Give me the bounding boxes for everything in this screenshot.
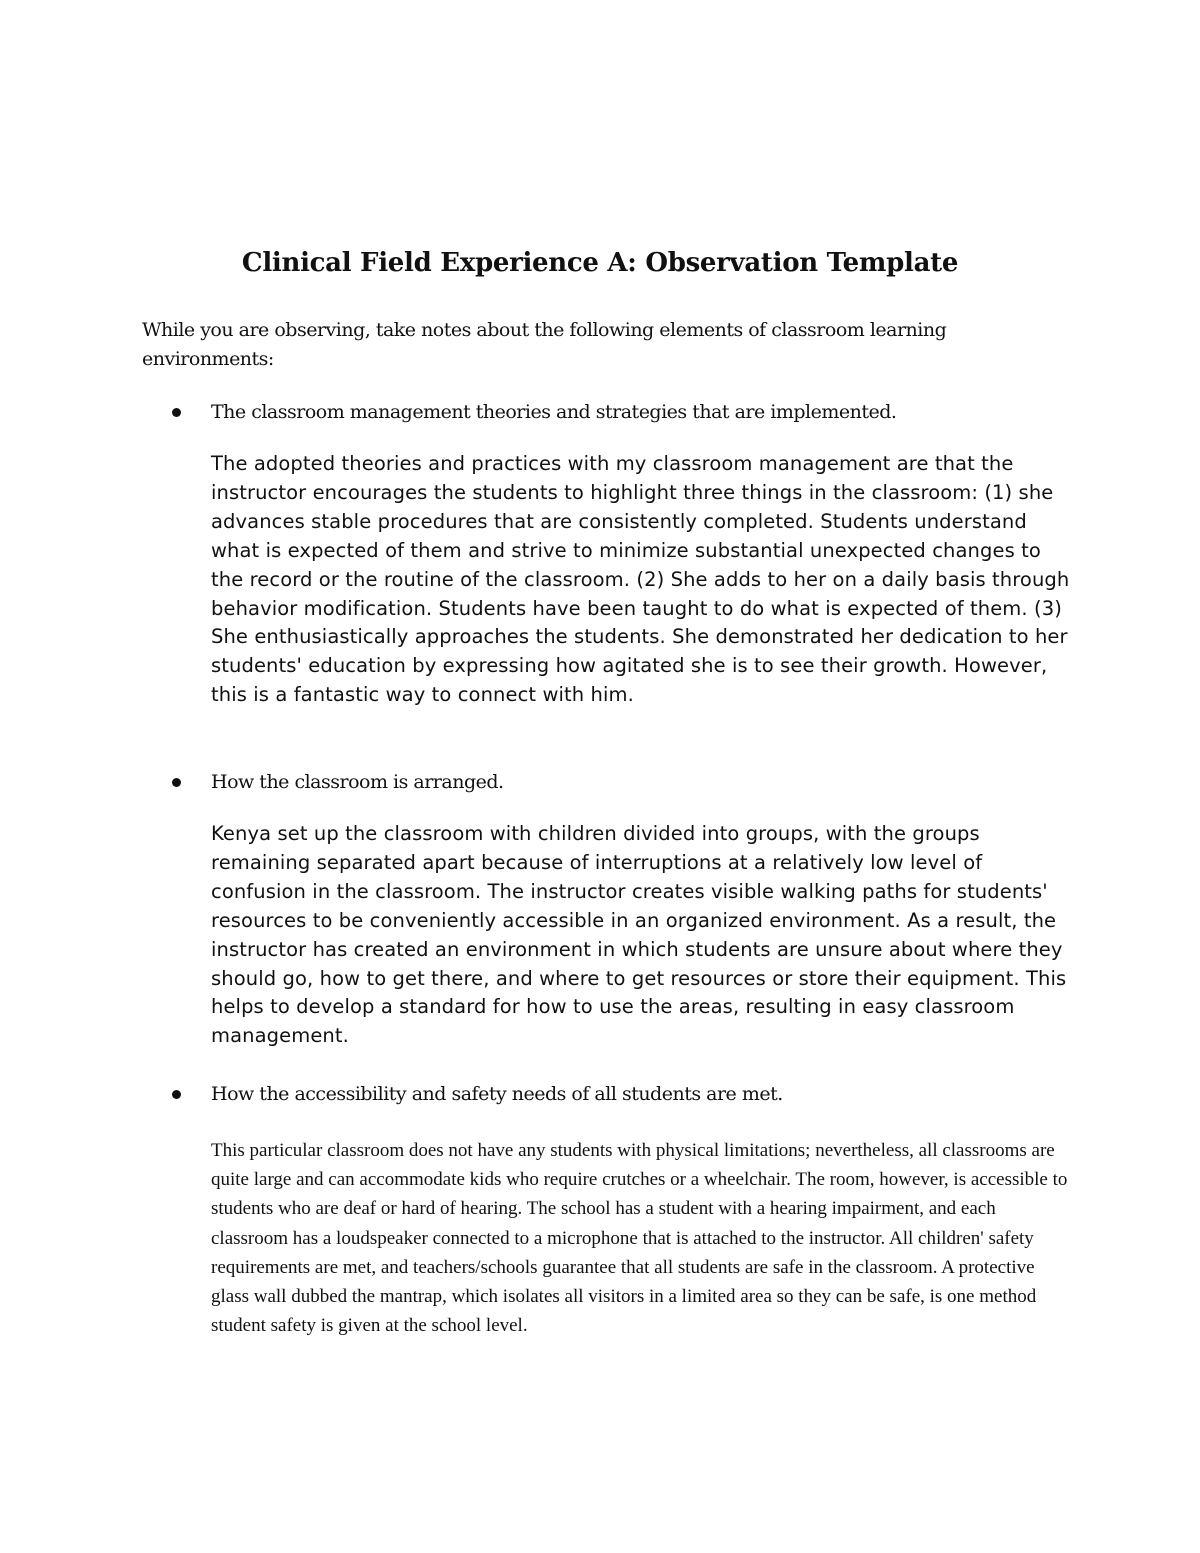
bullet-icon <box>172 1090 181 1099</box>
bullet-icon <box>172 408 181 417</box>
section-2-answer: Kenya set up the classroom with children divided into groups, with the groups remaining separated apart because of interruptions at a relatively low level of confusion in the classroom. The instructor creates visible walking paths for students' resources to be conveniently accessible in an organized environment. As a result, the instructor has created an environment in which students are unsure about where they should go, how to get there, and where to get resources or store their equipment. This helps to develop a standard for how to use the areas, resulting in easy classroom management. <box>211 822 1067 1048</box>
document-title: Clinical Field Experience A: Observation Template <box>241 248 959 278</box>
bullet-icon <box>172 778 181 787</box>
section-2-prompt: How the classroom is arranged. <box>211 771 504 793</box>
section-3-answer: This particular classroom does not have any students with physical limitations; nevertheless, all classrooms are quite large and can accommodate kids who require crutches or a wheelchair. The room, however, is accessible to students who are deaf or hard of hearing. The school has a student with a hearing impairment, and each classroom has a loudspeaker connected to a microphone that is attached to the instructor. All children' safety requirements are met, and teachers/schools guarantee that all students are safe in the classroom. A protective glass wall dubbed the mantrap, which isolates all visitors in a limited area so they can be safe, is one method student safety is given at the school level. <box>211 1140 1068 1337</box>
section-1-prompt: The classroom management theories and strategies that are implemented. <box>211 401 897 423</box>
section-1-answer: The adopted theories and practices with my classroom management are that the instructor encourages the students to highlight three things in the classroom: (1) she advances stable procedures that are consistently completed. Students understand what is expected of them and strive to minimize substantial unexpected changes to the record or the routine of the classroom. (2) She adds to her on a daily basis through behavior modification. Students have been taught to do what is expected of them. (3) She enthusiastically approaches the students. She demonstrated her dedication to her students' education by expressing how agitated she is to see their growth. However, this is a fantastic way to connect with him. <box>211 452 1070 707</box>
section-3-prompt: How the accessibility and safety needs of all students are met. <box>211 1083 783 1105</box>
intro-paragraph: While you are observing, take notes about the following elements of classroom learning environments: <box>142 319 947 370</box>
